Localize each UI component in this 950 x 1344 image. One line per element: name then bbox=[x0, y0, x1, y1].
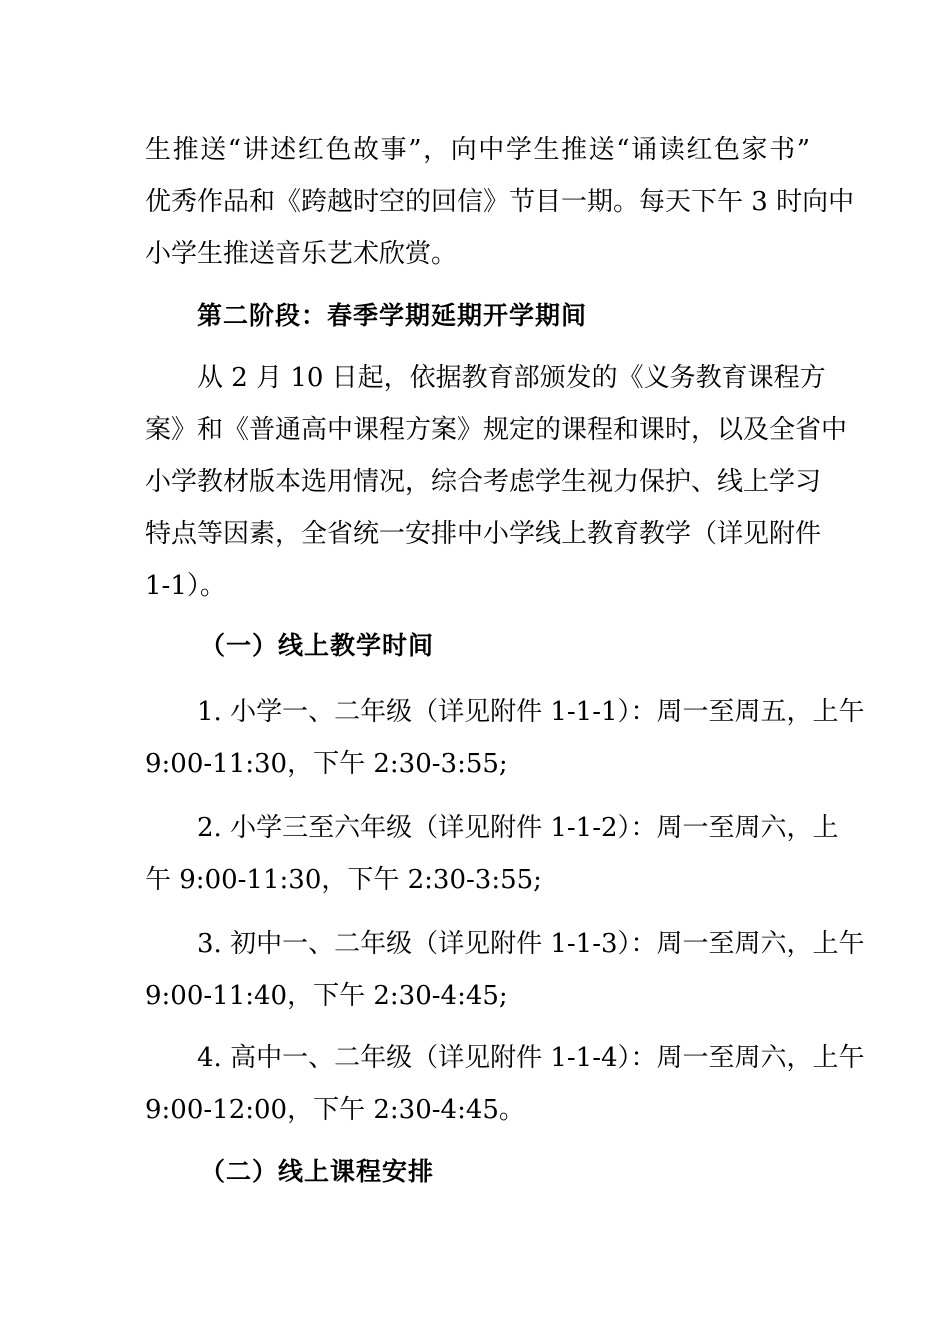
section-two-heading: （二）线上课程安排 bbox=[200, 1157, 435, 1186]
paragraph-line: 小学生推送音乐艺术欣赏。 bbox=[145, 239, 458, 269]
schedule-item-line: 3. 初中一、二年级（详见附件 1-1-3）：周一至周六，上午 bbox=[197, 929, 865, 959]
stage-two-heading: 第二阶段：春季学期延期开学期间 bbox=[197, 301, 588, 330]
schedule-item-line: 9:00-11:30，下午 2:30-3:55; bbox=[145, 749, 508, 779]
schedule-item-line: 2. 小学三至六年级（详见附件 1-1-2）：周一至周六，上 bbox=[197, 813, 839, 843]
schedule-item-line: 午 9:00-11:30，下午 2:30-3:55; bbox=[145, 865, 542, 895]
schedule-item-line: 9:00-11:40，下午 2:30-4:45; bbox=[145, 981, 508, 1011]
schedule-item-line: 4. 高中一、二年级（详见附件 1-1-4）：周一至周六，上午 bbox=[197, 1043, 865, 1073]
paragraph-line: 优秀作品和《跨越时空的回信》节目一期。每天下午 3 时向中 bbox=[145, 187, 855, 217]
paragraph-line: 特点等因素，全省统一安排中小学线上教育教学（详见附件 bbox=[145, 519, 822, 549]
paragraph-line: 从 2 月 10 日起，依据教育部颁发的《义务教育课程方 bbox=[197, 363, 826, 393]
schedule-item-line: 1. 小学一、二年级（详见附件 1-1-1）：周一至周五，上午 bbox=[197, 697, 865, 727]
schedule-item-line: 9:00-12:00，下午 2:30-4:45。 bbox=[145, 1095, 525, 1125]
section-one-heading: （一）线上教学时间 bbox=[200, 631, 435, 660]
paragraph-line: 生推送“讲述红色故事”，向中学生推送“诵读红色家书” bbox=[145, 135, 810, 165]
paragraph-line: 1-1）。 bbox=[145, 571, 226, 601]
paragraph-line: 案》和《普通高中课程方案》规定的课程和课时，以及全省中 bbox=[145, 415, 848, 445]
paragraph-line: 小学教材版本选用情况，综合考虑学生视力保护、线上学习 bbox=[145, 467, 822, 497]
